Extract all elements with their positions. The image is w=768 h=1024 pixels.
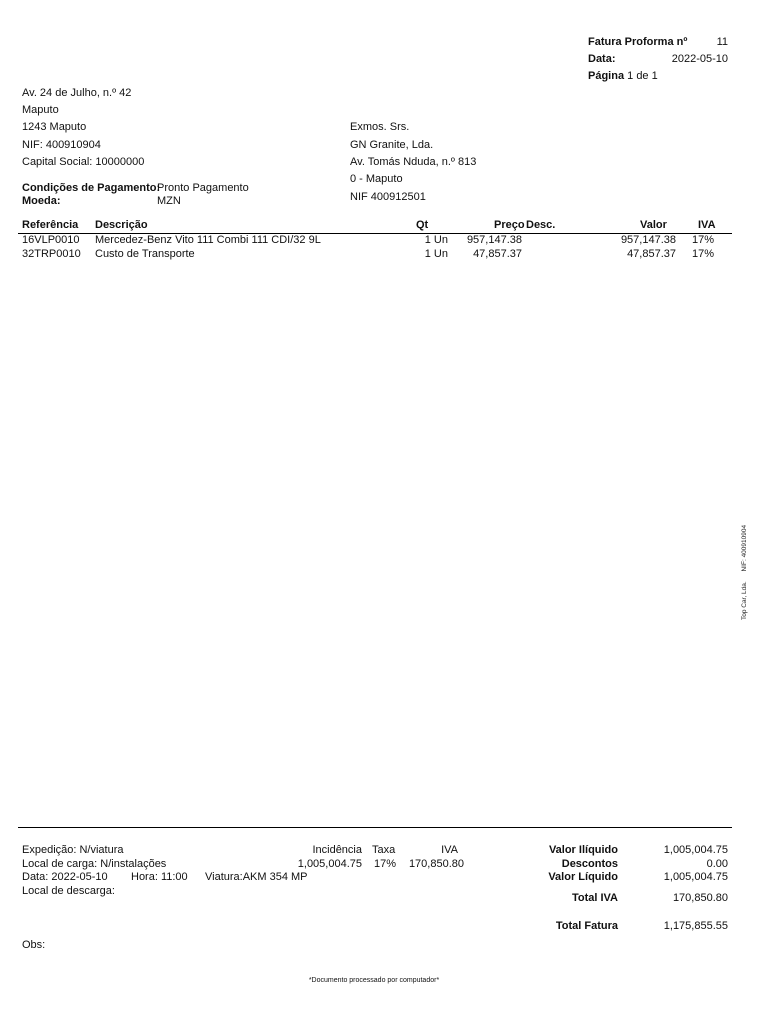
company-city: Maputo [22, 104, 59, 116]
page-indicator [588, 70, 658, 82]
gross-label: Valor Ilíquido [548, 844, 618, 856]
tax-incidence-label: Incidência [312, 844, 362, 856]
payment-terms-label: Condições de Pagamento: [22, 182, 161, 194]
footer-rule [18, 827, 732, 828]
company-nif: NIF: 400910904 [22, 139, 101, 151]
total-invoice-value: 1,175,855.55 [663, 920, 728, 932]
expedition: Expedição: N/viatura [22, 844, 124, 856]
date-value: 2022-05-10 [671, 53, 728, 65]
discounts-label: Descontos [561, 858, 618, 870]
col-header-desc: Descrição [95, 219, 148, 231]
gross-value: 1,005,004.75 [663, 844, 728, 856]
customer-name: GN Granite, Lda. [350, 139, 434, 151]
col-header-ref: Referência [22, 219, 79, 231]
discounts-value: 0.00 [706, 858, 728, 870]
page-value: 1 de 1 [627, 70, 658, 82]
payment-terms-value: Pronto Pagamento [157, 182, 249, 194]
unload-place: Local de descarga: [22, 885, 115, 897]
proforma-label: Fatura Proforma nº [588, 36, 688, 48]
col-header-qt: Qt [416, 219, 429, 231]
net-value: 1,005,004.75 [663, 871, 728, 883]
row-value: 957,147.38 [620, 234, 676, 246]
tax-rate-label: Taxa [372, 844, 396, 856]
side-note-company: Top Car, Lda. [741, 581, 748, 620]
processed-note: *Documento processado por computador* [308, 977, 440, 984]
tax-incidence: 1,005,004.75 [297, 858, 362, 870]
row-iva: 17% [692, 248, 715, 260]
col-header-price: Preço [494, 219, 525, 231]
row-desc: Custo de Transporte [95, 248, 195, 260]
footer-date: Data: 2022-05-10 [22, 871, 108, 883]
tax-iva: 170,850.80 [408, 858, 464, 870]
side-note-nif: NIF: 400910904 [741, 524, 748, 572]
footer-time: Hora: 11:00 [131, 871, 188, 883]
col-header-value: Valor [640, 219, 667, 231]
vehicle: Viatura:AKM 354 MP [205, 871, 308, 883]
obs-label: Obs: [22, 939, 46, 951]
col-header-discount: Desc. [526, 219, 556, 231]
row-ref: 32TRP0010 [22, 248, 81, 260]
company-address: Av. 24 de Julho, n.º 42 [22, 87, 132, 99]
tax-rate: 17% [374, 858, 397, 870]
net-label: Valor Líquido [548, 871, 618, 883]
row-price: 47,857.37 [473, 248, 522, 260]
total-iva-value: 170,850.80 [672, 892, 728, 904]
row-value: 47,857.37 [627, 248, 676, 260]
company-capital: Capital Social: 10000000 [22, 156, 145, 168]
customer-address: Av. Tomás Nduda, n.º 813 [350, 156, 477, 168]
currency-label: Moeda: [22, 195, 61, 207]
row-qt: 1 Un [424, 234, 448, 246]
page-label: Página [588, 70, 625, 82]
proforma-number: 11 [716, 36, 728, 48]
side-note [741, 517, 748, 620]
total-iva-label: Total IVA [571, 892, 618, 904]
row-price: 957,147.38 [466, 234, 522, 246]
row-desc: Mercedez-Benz Vito 111 Combi 111 CDI/32 9L [95, 234, 321, 246]
customer-city: 0 - Maputo [350, 173, 403, 185]
company-postal: 1243 Maputo [22, 121, 87, 133]
row-ref: 16VLP0010 [22, 234, 80, 246]
date-label: Data: [588, 53, 616, 65]
row-qt: 1 Un [424, 248, 448, 260]
total-invoice-label: Total Fatura [555, 920, 618, 932]
customer-nif: NIF 400912501 [350, 191, 426, 203]
customer-salutation: Exmos. Srs. [350, 121, 410, 133]
col-header-iva: IVA [698, 219, 716, 231]
tax-iva-label: IVA [441, 844, 458, 856]
load-place: Local de carga: N/instalações [22, 858, 167, 870]
currency-value: MZN [157, 195, 181, 207]
row-iva: 17% [692, 234, 715, 246]
